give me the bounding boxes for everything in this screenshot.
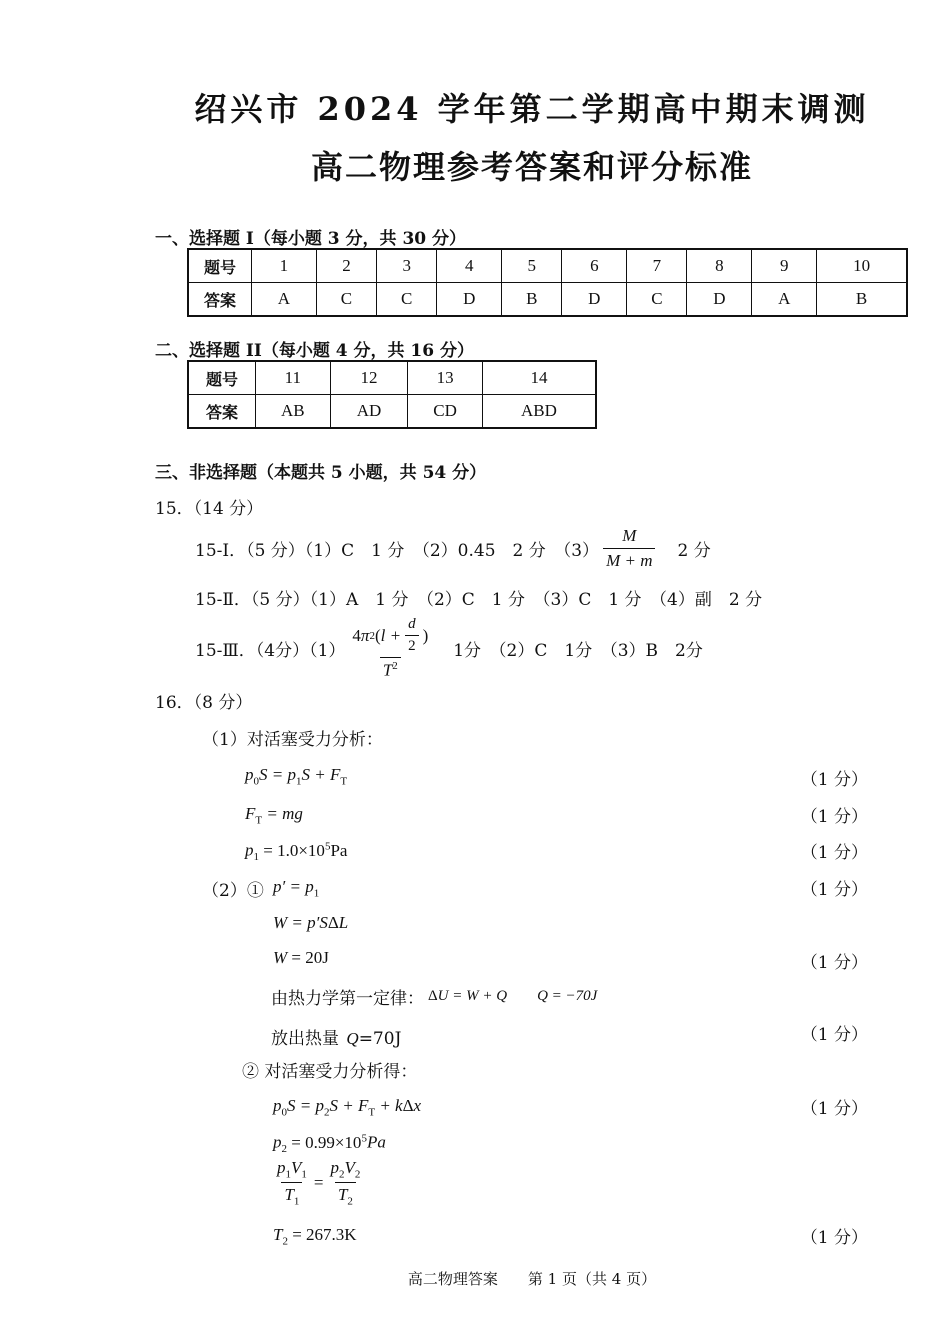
table-cell: ABD (482, 395, 596, 429)
frac-den: M + m (603, 548, 655, 571)
equation: $p_1 = 1.0\times 10^5Pa$ (245, 840, 348, 864)
table-cell: D (437, 283, 502, 317)
section1-heading: 一、选择题 I（每小题 3 分，共 30 分） (155, 229, 467, 249)
heat-release-label: 放出热量 (271, 1029, 339, 1049)
table-cell: B (817, 283, 907, 317)
score: （1 分） (800, 880, 868, 900)
equation: $p_0S = p_2S + F_T + k\Delta x$ (273, 1096, 422, 1119)
answer-table-2 (187, 360, 597, 429)
equation: $F_T$ = mg (245, 804, 303, 827)
q15-part1 (195, 526, 711, 571)
equation: $p_0S = p_1S + F_T$ (245, 765, 348, 788)
q15-part1-label: 15-Ⅰ．（5 分）（1）C 1 分 （2）0.45 2 分 （3） (195, 541, 600, 561)
table-cell: AB (256, 395, 331, 429)
equation: $\frac{p_1V_1}{T_1}$ = $\frac{p_2V_2}{T_2}$ (270, 1158, 367, 1208)
section3-heading: 三、非选择题（本题共 5 小题，共 54 分） (155, 463, 487, 483)
table-cell: 4 (437, 249, 502, 283)
page-footer: 高二物理答案 第 1 页（共 4 页） (407, 1270, 657, 1288)
page-title: 绍兴市 2024 学年第二学期高中期末调测 (194, 90, 870, 128)
first-law-line (271, 984, 597, 1009)
table-cell: 2 (316, 249, 376, 283)
fraction: $\frac{d}{2}$ (405, 616, 419, 655)
score: （1 分） (800, 807, 868, 827)
equation: $T_2 = 267.3K$ (273, 1225, 357, 1248)
frac-num: M (622, 526, 637, 545)
table-cell: 12 (330, 361, 408, 395)
fraction: $\frac{p_2V_2}{T_2}$ (330, 1158, 361, 1208)
table-cell: 9 (752, 249, 817, 283)
first-law-label: 由热力学第一定律： (271, 989, 424, 1009)
table-cell: AD (330, 395, 408, 429)
table-cell: CD (408, 395, 483, 429)
frac-den: $T^2$ (380, 657, 401, 681)
q16-part2b: ② 对活塞受力分析得： (242, 1062, 418, 1082)
section2-heading: 二、选择题 II（每小题 4 分，共 16 分） (155, 341, 474, 361)
table-cell: 5 (502, 249, 562, 283)
fraction (603, 526, 655, 571)
equation: $p' = p_1$ (273, 877, 320, 900)
table-cell: D (562, 283, 627, 317)
equation: $p_2 = 0.99\times 10^5Pa$ (273, 1132, 386, 1156)
q15-part2: 15-Ⅱ．（5 分）（1）A 1 分 （2）C 1 分 （3）C 1 分 （4）副 2 分 (195, 590, 763, 610)
equation: W = p′SΔL (273, 913, 349, 932)
q15-part3-label: 15-Ⅲ．（4分）（1） (195, 640, 346, 661)
table-cell: 11 (256, 361, 331, 395)
table-cell: C (316, 283, 376, 317)
q-symbol: Q (346, 1029, 359, 1048)
row-label: 题号 (188, 361, 256, 395)
q15-part1-score: 2 分 (677, 541, 711, 561)
fraction (349, 616, 431, 681)
fraction: $\frac{p_1V_1}{T_1}$ (277, 1158, 307, 1208)
table-cell: D (687, 283, 752, 317)
equation: ΔU = W + Q (428, 988, 508, 1004)
table-cell: 1 (252, 249, 317, 283)
table-cell: C (377, 283, 437, 317)
table-cell: 7 (627, 249, 687, 283)
table-cell: 3 (377, 249, 437, 283)
score: （1 分） (800, 770, 868, 790)
answer-table-1 (187, 248, 908, 317)
equation: Q = −70J (537, 988, 598, 1004)
heat-release-line (271, 1024, 401, 1049)
table-cell: 14 (482, 361, 596, 395)
table-cell: 13 (408, 361, 483, 395)
q16-part2-label: （2）① (202, 881, 264, 901)
q15-header: 15．（14 分） (155, 499, 264, 519)
table-cell: A (752, 283, 817, 317)
score: （1 分） (800, 843, 868, 863)
row-label: 答案 (188, 283, 252, 317)
row-label: 答案 (188, 395, 256, 429)
score: （1 分） (800, 1099, 868, 1119)
frac-num: 4 π 2 ( l + $\frac{d}{2}$ ) (352, 616, 429, 654)
q15-part3 (195, 616, 703, 681)
table-cell: 10 (817, 249, 907, 283)
table-cell: C (627, 283, 687, 317)
equation: W = 20J (273, 948, 329, 967)
table-cell: A (252, 283, 317, 317)
score: （1 分） (800, 1228, 868, 1248)
row-label: 题号 (188, 249, 252, 283)
table-cell: 8 (687, 249, 752, 283)
q16-header: 16．（8 分） (155, 693, 253, 713)
q16-part1: （1）对活塞受力分析： (202, 730, 383, 750)
q15-part3-score: 1分 （2）C 1分 （3）B 2分 (453, 640, 703, 661)
page-subtitle: 高二物理参考答案和评分标准 (310, 148, 753, 186)
table-cell: B (502, 283, 562, 317)
score: （1 分） (800, 953, 868, 973)
score: （1 分） (800, 1025, 868, 1045)
table-cell: 6 (562, 249, 627, 283)
heat-value: =70J (358, 1029, 402, 1049)
